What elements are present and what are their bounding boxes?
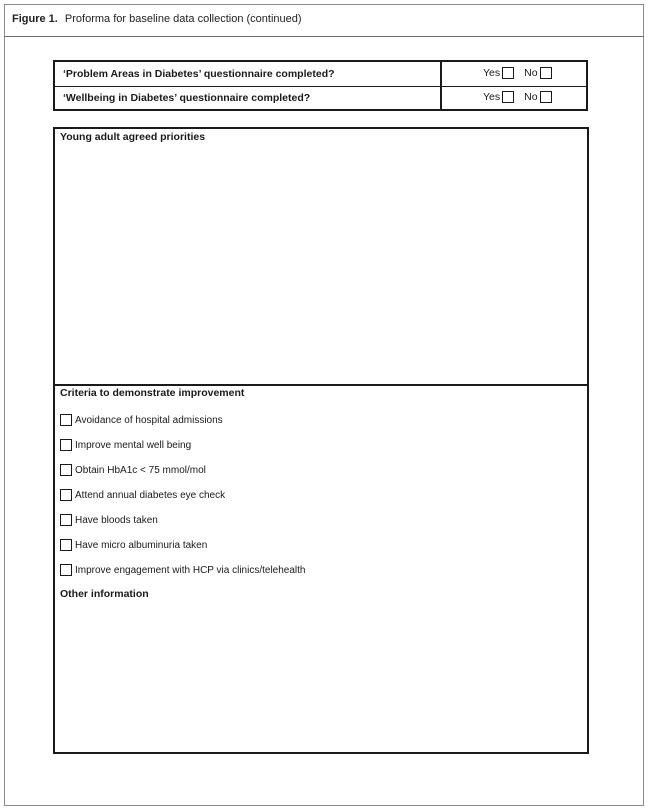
criteria-label: Improve mental well being — [75, 439, 192, 451]
criteria-item — [60, 489, 225, 501]
criteria-label: Improve engagement with HCP via clinics/telehealth — [75, 564, 306, 576]
no-checkbox[interactable] — [540, 91, 552, 103]
criteria-title: Criteria to demonstrate improvement — [60, 387, 245, 399]
questionnaire-row — [55, 62, 586, 87]
other-information-title: Other information — [60, 588, 149, 600]
no-label: No — [524, 67, 538, 79]
yes-label: Yes — [483, 91, 501, 103]
caption-divider — [4, 36, 644, 37]
criteria-item — [60, 414, 223, 426]
priorities-title: Young adult agreed priorities — [60, 131, 206, 143]
criteria-item — [60, 464, 206, 476]
section-divider — [55, 384, 587, 386]
criteria-label: Obtain HbA1c < 75 mmol/mol — [75, 464, 206, 476]
no-checkbox[interactable] — [540, 67, 552, 79]
yes-checkbox[interactable] — [502, 91, 514, 103]
criteria-item — [60, 439, 191, 451]
figure-caption — [12, 13, 302, 25]
questionnaire-question: ‘Wellbeing in Diabetes’ questionnaire completed? — [63, 92, 311, 104]
questionnaire-row — [55, 86, 586, 109]
figure-label: Figure 1. — [12, 13, 58, 25]
questionnaire-column-divider — [440, 62, 442, 109]
no-label: No — [524, 91, 538, 103]
criteria-checkbox[interactable] — [60, 539, 72, 551]
criteria-checkbox[interactable] — [60, 464, 72, 476]
questionnaire-table — [53, 60, 588, 111]
questionnaire-options — [483, 67, 552, 79]
yes-label: Yes — [483, 67, 501, 79]
criteria-checkbox[interactable] — [60, 414, 72, 426]
criteria-label: Have micro albuminuria taken — [75, 539, 208, 551]
criteria-checkbox[interactable] — [60, 514, 72, 526]
criteria-checkbox[interactable] — [60, 439, 72, 451]
criteria-checkbox[interactable] — [60, 564, 72, 576]
criteria-label: Avoidance of hospital admissions — [75, 414, 223, 426]
criteria-label: Have bloods taken — [75, 514, 158, 526]
questionnaire-question: ‘Problem Areas in Diabetes’ questionnaire completed? — [63, 68, 335, 80]
questionnaire-options — [483, 91, 552, 103]
criteria-item — [60, 564, 306, 576]
criteria-checkbox[interactable] — [60, 489, 72, 501]
figure-caption-text: Proforma for baseline data collection (continued) — [64, 13, 302, 25]
criteria-label: Attend annual diabetes eye check — [75, 489, 226, 501]
yes-checkbox[interactable] — [502, 67, 514, 79]
criteria-item — [60, 539, 207, 551]
priorities-criteria-box — [53, 127, 589, 754]
criteria-item — [60, 514, 158, 526]
